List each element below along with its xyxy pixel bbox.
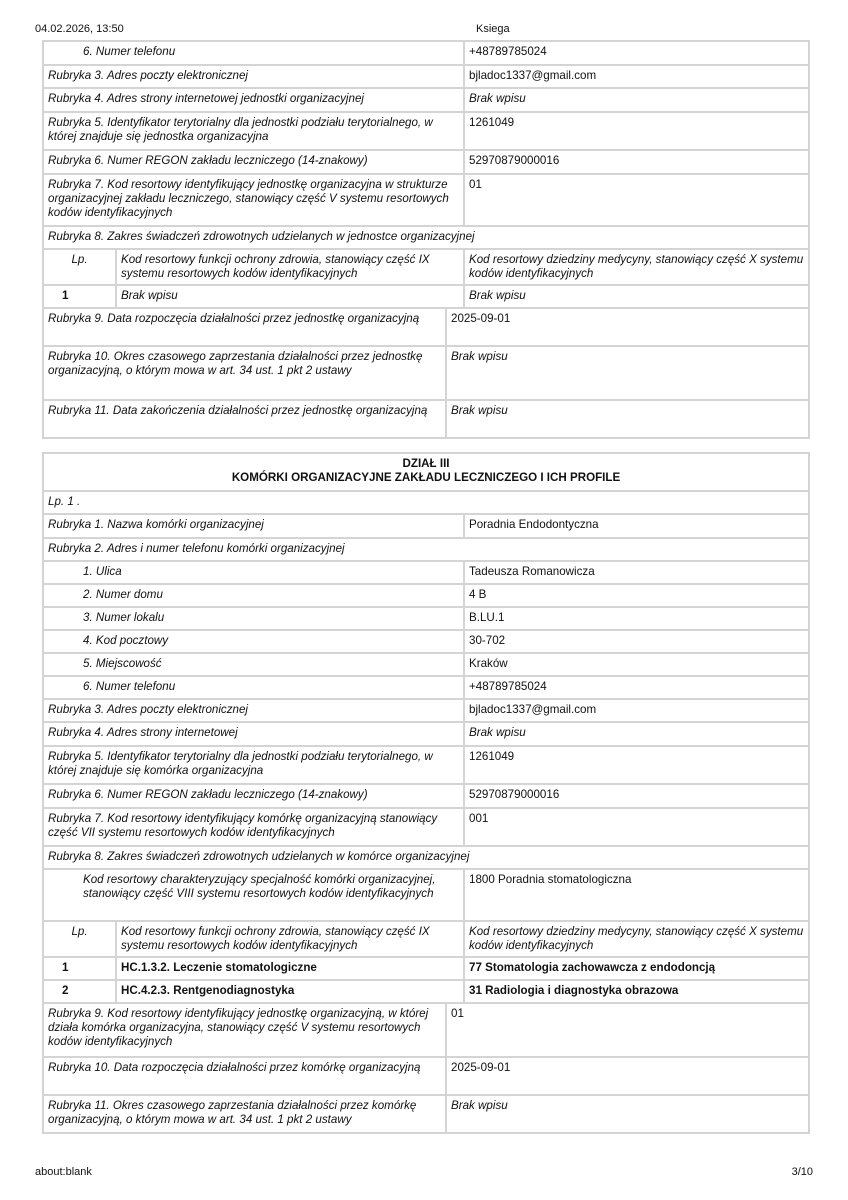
addr-city-value: Kraków — [464, 653, 809, 676]
r11-label: Rubryka 11. Data zakończenia działalności przez jednostkę organizacyjną — [43, 400, 446, 438]
phone-label: 6. Numer telefonu — [43, 41, 464, 65]
s3-r6-value: 52970879000016 — [464, 784, 809, 808]
s3-r2-label: Rubryka 2. Adres i numer telefonu komórki organizacyjnej — [43, 538, 809, 561]
s3-r10-value: 2025-09-01 — [446, 1057, 809, 1095]
s3-r8-row2-function: HC.4.2.3. Rentgenodiagnostyka — [116, 980, 464, 1003]
page-number: 3/10 — [791, 1166, 813, 1178]
s3-r9-value: 01 — [446, 1003, 809, 1057]
section-number: DZIAŁ III — [402, 457, 450, 470]
footer-url: about:blank — [35, 1166, 92, 1178]
s3-r8-spec-label: Kod resortowy charakteryzujący specjalność komórki organizacyjnej, stanowiący część VIII systemu resortowych kodów identyfikacyjnych — [43, 869, 464, 921]
document-title: Ksiega — [476, 23, 510, 35]
r11-value: Brak wpisu — [446, 400, 809, 438]
s3-r10-label: Rubryka 10. Data rozpoczęcia działalności przez komórkę organizacyjną — [43, 1057, 446, 1095]
table-row — [43, 957, 809, 980]
s3-r6-label: Rubryka 6. Numer REGON zakładu leczniczego (14-znakowy) — [43, 784, 464, 808]
s3-r11-value: Brak wpisu — [446, 1095, 809, 1133]
s3-r8-col-function: Kod resortowy funkcji ochrony zdrowia, stanowiący część IX systemu resortowych kodów identyfikacyjnych — [116, 921, 464, 957]
s3-r9-label: Rubryka 9. Kod resortowy identyfikujący jednostkę organizacyjną, w której działa komórka organizacyjna, stanowiący część V systemu resortowych kodów identyfikacyjnych — [43, 1003, 446, 1057]
addr-street-label: 1. Ulica — [43, 561, 464, 584]
addr-street-value: Tadeusza Romanowicza — [464, 561, 809, 584]
r9-value: 2025-09-01 — [446, 308, 809, 346]
r9-label: Rubryka 9. Data rozpoczęcia działalności przez jednostkę organizacyjną — [43, 308, 446, 346]
section2-continued-table — [42, 40, 810, 439]
s3-r4-label: Rubryka 4. Adres strony internetowej — [43, 722, 464, 746]
r4-label: Rubryka 4. Adres strony internetowej jednostki organizacyjnej — [43, 88, 464, 112]
addr-phone-value: +48789785024 — [464, 676, 809, 699]
r8-col-domain: Kod resortowy dziedziny medycyny, stanowiący część X systemu kodów identyfikacyjnych — [464, 249, 809, 285]
s3-r8-spec-value: 1800 Poradnia stomatologiczna — [464, 869, 809, 921]
s3-r8-row1-lp: 1 — [43, 957, 116, 980]
s3-r8-row1-domain: 77 Stomatologia zachowawcza z endodoncją — [464, 957, 809, 980]
phone-value: +48789785024 — [464, 41, 809, 65]
s3-r8-row2-lp: 2 — [43, 980, 116, 1003]
section-heading — [43, 453, 809, 491]
r4-value: Brak wpisu — [464, 88, 809, 112]
s3-r11-label: Rubryka 11. Okres czasowego zaprzestania działalności przez komórkę organizacyjną, o którym mowa w art. 34 ust. 1 pkt 2 ustawy — [43, 1095, 446, 1133]
s3-r5-value: 1261049 — [464, 746, 809, 784]
addr-postal-value: 30-702 — [464, 630, 809, 653]
s3-r7-value: 001 — [464, 808, 809, 846]
r5-value: 1261049 — [464, 112, 809, 150]
r6-value: 52970879000016 — [464, 150, 809, 174]
table-row — [43, 980, 809, 1003]
s3-r3-value: bjladoc1337@gmail.com — [464, 699, 809, 722]
s3-r8-col-domain: Kod resortowy dziedziny medycyny, stanowiący część X systemu kodów identyfikacyjnych — [464, 921, 809, 957]
s3-r1-label: Rubryka 1. Nazwa komórki organizacyjnej — [43, 514, 464, 538]
addr-city-label: 5. Miejscowość — [43, 653, 464, 676]
r3-label: Rubryka 3. Adres poczty elektronicznej — [43, 65, 464, 88]
addr-postal-label: 4. Kod pocztowy — [43, 630, 464, 653]
addr-house-value: 4 B — [464, 584, 809, 607]
addr-unit-label: 3. Numer lokalu — [43, 607, 464, 630]
s3-r3-label: Rubryka 3. Adres poczty elektronicznej — [43, 699, 464, 722]
s3-r8-row2-domain: 31 Radiologia i diagnostyka obrazowa — [464, 980, 809, 1003]
unit-lp: Lp. 1 . — [43, 491, 809, 514]
r6-label: Rubryka 6. Numer REGON zakładu leczniczego (14-znakowy) — [43, 150, 464, 174]
s3-r8-label: Rubryka 8. Zakres świadczeń zdrowotnych udzielanych w komórce organizacyjnej — [43, 846, 809, 869]
section-title: KOMÓRKI ORGANIZACYJNE ZAKŁADU LECZNICZEGO I ICH PROFILE — [231, 471, 621, 484]
r8-row-lp: 1 — [43, 285, 116, 308]
s3-r5-label: Rubryka 5. Identyfikator terytorialny dla jednostki podziału terytorialnego, w której znajduje się komórka organizacyjna — [43, 746, 464, 784]
r7-value: 01 — [464, 174, 809, 226]
addr-house-label: 2. Numer domu — [43, 584, 464, 607]
r8-col-lp: Lp. — [43, 249, 116, 285]
s3-r7-label: Rubryka 7. Kod resortowy identyfikujący komórkę organizacyjną stanowiący część VII systemu resortowych kodów identyfikacyjnych — [43, 808, 464, 846]
s3-r1-value: Poradnia Endodontyczna — [464, 514, 809, 538]
r5-label: Rubryka 5. Identyfikator terytorialny dla jednostki podziału terytorialnego, w której znajduje się jednostka organizacyjna — [43, 112, 464, 150]
table-row — [43, 285, 809, 308]
section3-table — [42, 452, 810, 1134]
s3-r8-row1-function: HC.1.3.2. Leczenie stomatologiczne — [116, 957, 464, 980]
print-datetime: 04.02.2026, 13:50 — [35, 23, 124, 35]
r8-row-domain: Brak wpisu — [464, 285, 809, 308]
r7-label: Rubryka 7. Kod resortowy identyfikujący jednostkę organizacyjna w strukturze organizacyjnej zakładu leczniczego, stanowiący część V systemu resortowych kodów identyfikacyjnych — [43, 174, 464, 226]
s3-r8-col-lp: Lp. — [43, 921, 116, 957]
r10-label: Rubryka 10. Okres czasowego zaprzestania działalności przez jednostkę organizacyjną, o którym mowa w art. 34 ust. 1 pkt 2 ustawy — [43, 346, 446, 400]
r3-value: bjladoc1337@gmail.com — [464, 65, 809, 88]
s3-r4-value: Brak wpisu — [464, 722, 809, 746]
r8-row-function: Brak wpisu — [116, 285, 464, 308]
addr-unit-value: B.LU.1 — [464, 607, 809, 630]
r8-label: Rubryka 8. Zakres świadczeń zdrowotnych udzielanych w jednostce organizacyjnej — [43, 226, 809, 249]
r8-col-function: Kod resortowy funkcji ochrony zdrowia, stanowiący część IX systemu resortowych kodów identyfikacyjnych — [116, 249, 464, 285]
r10-value: Brak wpisu — [446, 346, 809, 400]
addr-phone-label: 6. Numer telefonu — [43, 676, 464, 699]
